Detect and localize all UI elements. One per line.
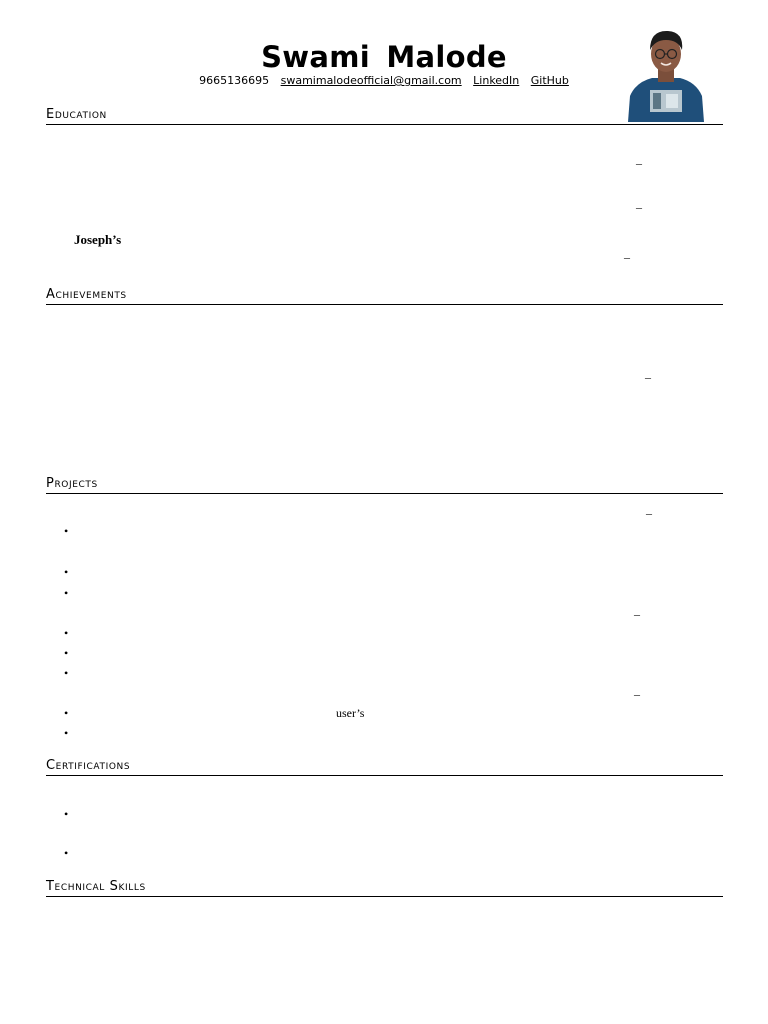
section-title-projects: Projects [46, 476, 98, 491]
section-title-achievements: Achievements [46, 287, 127, 302]
project-bullet: • [64, 565, 69, 579]
education-date-dash-3: – [624, 250, 630, 264]
section-technical-skills [46, 880, 723, 897]
project-bullet: • [64, 586, 69, 600]
project-date-dash-2: – [634, 607, 640, 621]
phone-number: 9665136695 [199, 74, 270, 87]
certification-bullet: • [64, 807, 69, 821]
project-bullet: • [64, 706, 69, 720]
project-bullet: • [64, 524, 69, 538]
education-school-fragment: Joseph’s [74, 232, 122, 247]
section-title-technical-skills: Technical Skills [46, 879, 146, 894]
section-achievements [46, 288, 723, 305]
candidate-name: Swami Malode [261, 40, 507, 74]
project-date-dash-3: – [634, 687, 640, 701]
section-title-certifications: Certifications [46, 758, 131, 773]
github-link[interactable]: GitHub [530, 74, 569, 87]
email-link[interactable]: swamimalodeofficial@gmail.com [280, 74, 462, 87]
project-text-fragment: user’s [336, 706, 365, 720]
certification-bullet: • [64, 846, 69, 860]
project-bullet: • [64, 646, 69, 660]
linkedin-link[interactable]: LinkedIn [473, 74, 520, 87]
project-bullet: • [64, 626, 69, 640]
section-projects [46, 477, 723, 494]
project-date-dash-1: – [646, 506, 652, 520]
section-certifications [46, 759, 723, 776]
achievement-date-dash: – [645, 370, 651, 384]
section-education [46, 108, 723, 125]
section-title-education: Education [46, 107, 107, 122]
education-date-dash-1: – [636, 156, 642, 170]
project-bullet: • [64, 666, 69, 680]
education-date-dash-2: – [636, 200, 642, 214]
project-bullet: • [64, 726, 69, 740]
